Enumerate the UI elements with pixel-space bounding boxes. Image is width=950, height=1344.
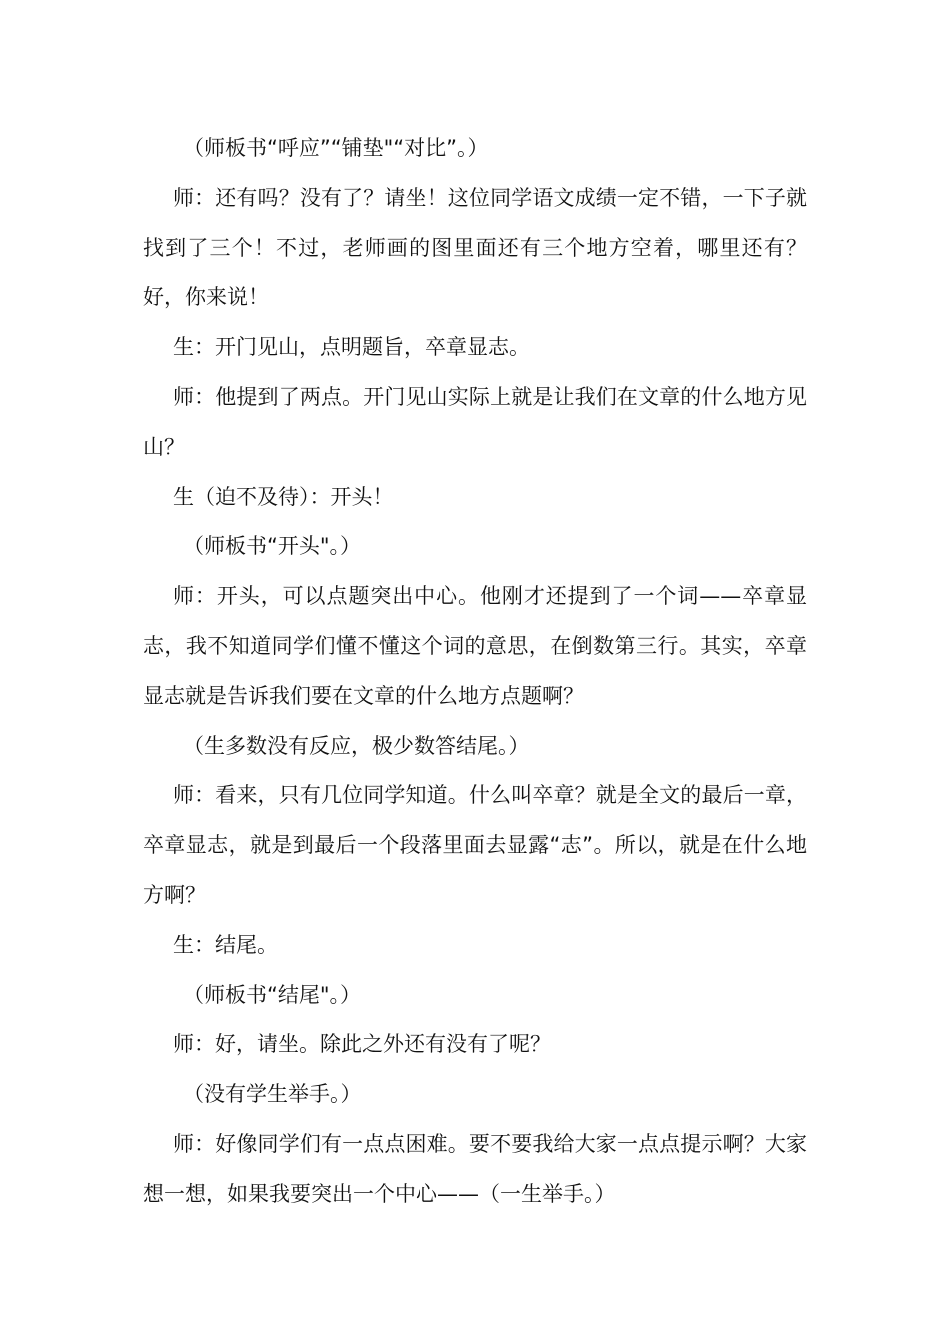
stage-direction: （师板书“呼应”“铺垫"“对比”。） (183, 136, 489, 160)
dialogue-paragraph: 师：好像同学们有一点点困难。要不要我给大家一点点提示啊？大家想一想，如果我要突出一个中心——（一生举手。） (143, 1131, 807, 1206)
dialogue-paragraph: 师：看来，只有几位同学知道。什么叫卒章？就是全文的最后一章，卒章显志，就是到最后一个段落里面去显露“志”。所以，就是在什么地方啊？ (143, 783, 807, 907)
stage-direction: （生多数没有反应，极少数答结尾。） (183, 733, 530, 758)
dialogue-paragraph: 生（迫不及待）：开头！ (173, 484, 394, 509)
stage-direction: （师板书“结尾"。） (183, 982, 362, 1007)
dialogue-paragraph: 师：好，请坐。除此之外还有没有了呢？ (173, 1032, 551, 1057)
stage-direction: （没有学生举手。） (183, 1082, 362, 1107)
document-body (143, 124, 807, 1220)
stage-direction: （师板书“开头"。） (183, 534, 362, 559)
dialogue-paragraph: 师：他提到了两点。开门见山实际上就是让我们在文章的什么地方见山？ (143, 384, 807, 459)
dialogue-paragraph: 生：开门见山，点明题旨，卒章显志。 (173, 335, 530, 360)
dialogue-paragraph: 师：还有吗？没有了？请坐！这位同学语文成绩一定不错，一下子就找到了三个！不过，老师画的图里面还有三个地方空着，哪里还有？好，你来说！ (143, 185, 807, 310)
dialogue-paragraph: 师：开头，可以点题突出中心。他刚才还提到了一个词——卒章显志，我不知道同学们懂不懂这个词的意思，在倒数第三行。其实，卒章显志就是告诉我们要在文章的什么地方点题啊？ (143, 584, 807, 708)
dialogue-paragraph: 生：结尾。 (173, 932, 278, 957)
